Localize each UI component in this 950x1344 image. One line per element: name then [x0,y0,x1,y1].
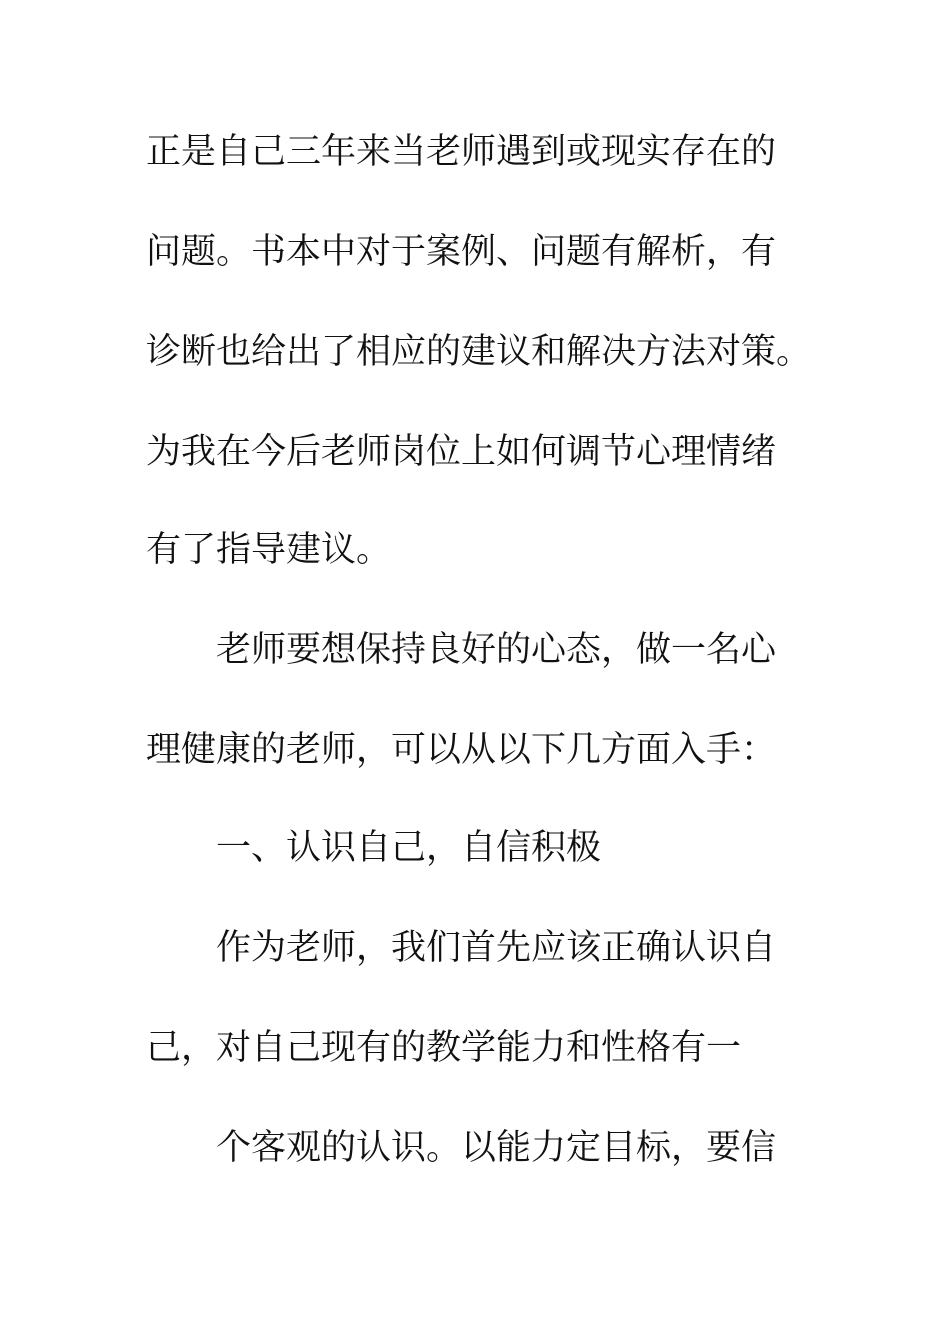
text-line: 诊断也给出了相应的建议和解决方法对策。 [146,332,812,372]
section-heading: 一、认识自己，自信积极 [216,828,602,868]
paragraph-first-line: 作为老师，我们首先应该正确认识自 [216,928,777,968]
text-line: 个客观的认识。以能力定目标，要信 [216,1128,777,1168]
text-line: 问题。书本中对于案例、问题有解析，有 [146,232,777,272]
text-line: 为我在今后老师岗位上如何调节心理情绪 [146,432,777,472]
text-line: 己，对自己现有的教学能力和性格有一 [146,1028,742,1068]
paragraph-first-line: 老师要想保持良好的心态，做一名心 [216,630,777,670]
text-line: 理健康的老师，可以从以下几方面入手： [146,730,777,770]
text-line: 正是自己三年来当老师遇到或现实存在的 [146,132,777,172]
text-line: 有了指导建议。 [146,530,392,570]
